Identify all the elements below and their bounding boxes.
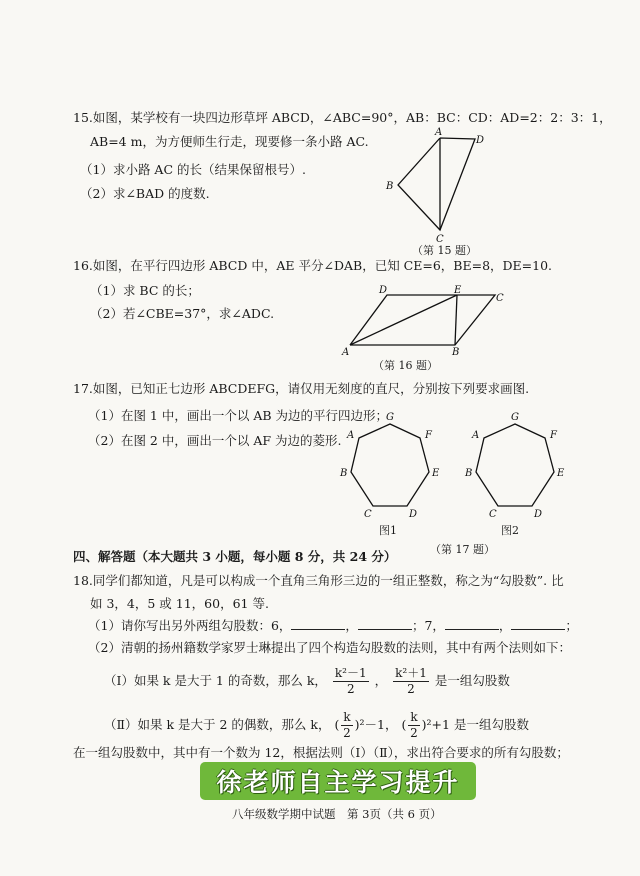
q17-fig1-label-g: G [386,412,394,423]
q17-line1: 17.如图，已知正七边形 ABCDEFG，请仅用无刻度的直尺，分别按下列要求画图. [73,381,530,396]
q17-fig2-label-f: F [550,430,557,441]
q18-line1: 18.同学们都知道，凡是可以构成一个直角三角形三边的一组正整数，称之为“勾股数”. 比 [73,573,564,588]
q17-fig2-label-c: C [489,509,497,520]
answer-blank-3[interactable] [445,617,499,630]
q15-label-b: B [386,181,394,192]
q17-fig1-caption: 图1 [379,524,397,537]
q17-fig1-label-b: B [340,468,348,479]
page-footer: 八年级数学期中试题 第 3页（共 6 页） [232,807,442,821]
q18-rule-2 [104,708,529,742]
q18-rule2-frac1-den: 2 [343,726,351,740]
q17-fig2-label-a: A [472,430,480,441]
q18-rule1-sep: ， [374,673,388,688]
q16-part1: （1）求 BC 的长； [90,283,200,298]
q16-parallelogram [350,295,495,345]
q17-fig1-label-c: C [364,509,372,520]
q17-fig2-label-d: D [534,509,543,520]
q17-fig2-label-g: G [511,412,519,423]
q18-rule2-post: ²+1 是一组勾股数 [426,717,529,732]
q18-rule2-paren-close-2: ) [421,717,427,732]
q18-part1-sep1: ， [345,618,358,633]
section-4-heading: 四、解答题（本大题共 3 小题，每小题 8 分，共 24 分） [73,549,397,564]
q15-caption: （第 15 题） [412,244,477,257]
q18-part2: （2）清朝的扬州籍数学家罗士琳提出了四个构造勾股数的法则，其中有两个法则如下： [88,640,571,655]
promo-banner: 徐老师自主学习提升 [200,762,476,800]
q18-part1-end: ； [565,618,578,633]
q17-heptagon-1 [351,424,429,506]
q17-fig2-label-e: E [557,468,565,479]
q18-rule2-fraction-2 [408,710,419,741]
answer-blank-1[interactable] [291,617,345,630]
q18-rule2-frac2-num: k [410,710,418,724]
q18-rule1-frac1-num: k²－1 [334,666,367,680]
q17-figure-2 [460,410,570,528]
q18-rule1-fraction-1 [333,666,369,697]
q16-figure [340,283,520,358]
q17-figure-1 [335,410,445,528]
q18-last-line: 在一组勾股数中，其中有一个数为 12，根据法则（Ⅰ）（Ⅱ），求出符合要求的所有勾股数； [73,745,569,760]
q18-rule2-paren-open-2: ( [401,717,407,732]
q16-part2: （2）若∠CBE=37°，求∠ADC. [90,306,275,321]
q16-segment-ae [350,295,457,345]
q16-label-e: E [454,285,462,296]
answer-blank-4[interactable] [511,617,565,630]
q17-part2: （2）在图 2 中，画出一个以 AF 为边的菱形. [88,433,342,448]
q16-caption: （第 16 题） [373,359,438,372]
q16-segment-be [455,295,457,345]
q18-rule2-fraction-1 [341,710,352,741]
q18-rule2-frac1-num: k [343,710,351,724]
q18-rule2-frac2-den: 2 [410,726,418,740]
q16-label-b: B [452,347,460,358]
q18-rule1-frac2-num: k²＋1 [395,666,427,680]
q18-part1-lead: （1）请你写出另外两组勾股数：6， [88,618,292,633]
q17-fig2-caption: 图2 [501,524,519,537]
q17-fig1-label-d: D [409,509,418,520]
q18-part1-mid: ；7， [411,618,445,633]
q16-label-c: C [496,293,504,304]
q15-line1: 15.如图，某学校有一块四边形草坪 ABCD，∠ABC=90°，AB：BC：CD：AD=2：2：3：1， [73,110,612,125]
q15-label-a: A [435,127,443,138]
q18-rule-1 [104,664,510,698]
q16-line1: 16.如图，在平行四边形 ABCD 中，AE 平分∠DAB，已知 CE=6，BE=8，DE=10. [73,258,553,273]
q16-label-a: A [342,347,350,358]
q17-fig1-label-a: A [347,430,355,441]
q15-part1: （1）求小路 AC 的长（结果保留根号）. [80,162,306,177]
q18-rule2-mid: ²－1， [359,717,398,732]
q17-part1: （1）在图 1 中，画出一个以 AB 为边的平行四边形； [88,408,389,423]
q15-part2: （2）求∠BAD 的度数. [80,186,210,201]
q18-part1 [88,617,578,634]
q17-fig1-label-f: F [425,430,432,441]
answer-blank-2[interactable] [358,617,412,630]
q15-quadrilateral [398,138,475,230]
q18-part1-sep2: ， [498,618,512,633]
q17-fig1-label-e: E [432,468,440,479]
q17-caption: （第 17 题） [430,543,495,556]
q18-line2: 如 3，4，5 或 11，60，61 等. [90,596,269,611]
q15-line2: AB=4 m，为方便师生行走，现要修一条小路 AC. [90,134,369,149]
q18-rule1-frac1-den: 2 [346,682,355,696]
q18-rule1-frac2-den: 2 [407,682,415,696]
q15-label-d: D [476,135,485,146]
q18-rule2-pre: （Ⅱ）如果 k 是大于 2 的偶数，那么 k， [104,717,331,732]
q17-fig2-label-b: B [465,468,473,479]
q18-rule2-paren-close-1: ) [354,717,360,732]
q18-rule1-fraction-2 [393,666,429,697]
q18-rule2-paren-open-1: ( [334,717,340,732]
q18-rule1-post: 是一组勾股数 [434,673,510,688]
q15-label-c: C [436,234,444,245]
q15-figure [380,125,500,245]
q16-label-d: D [379,285,388,296]
q17-heptagon-2 [476,424,554,506]
q18-rule1-pre: （Ⅰ）如果 k 是大于 1 的奇数，那么 k， [104,673,327,688]
